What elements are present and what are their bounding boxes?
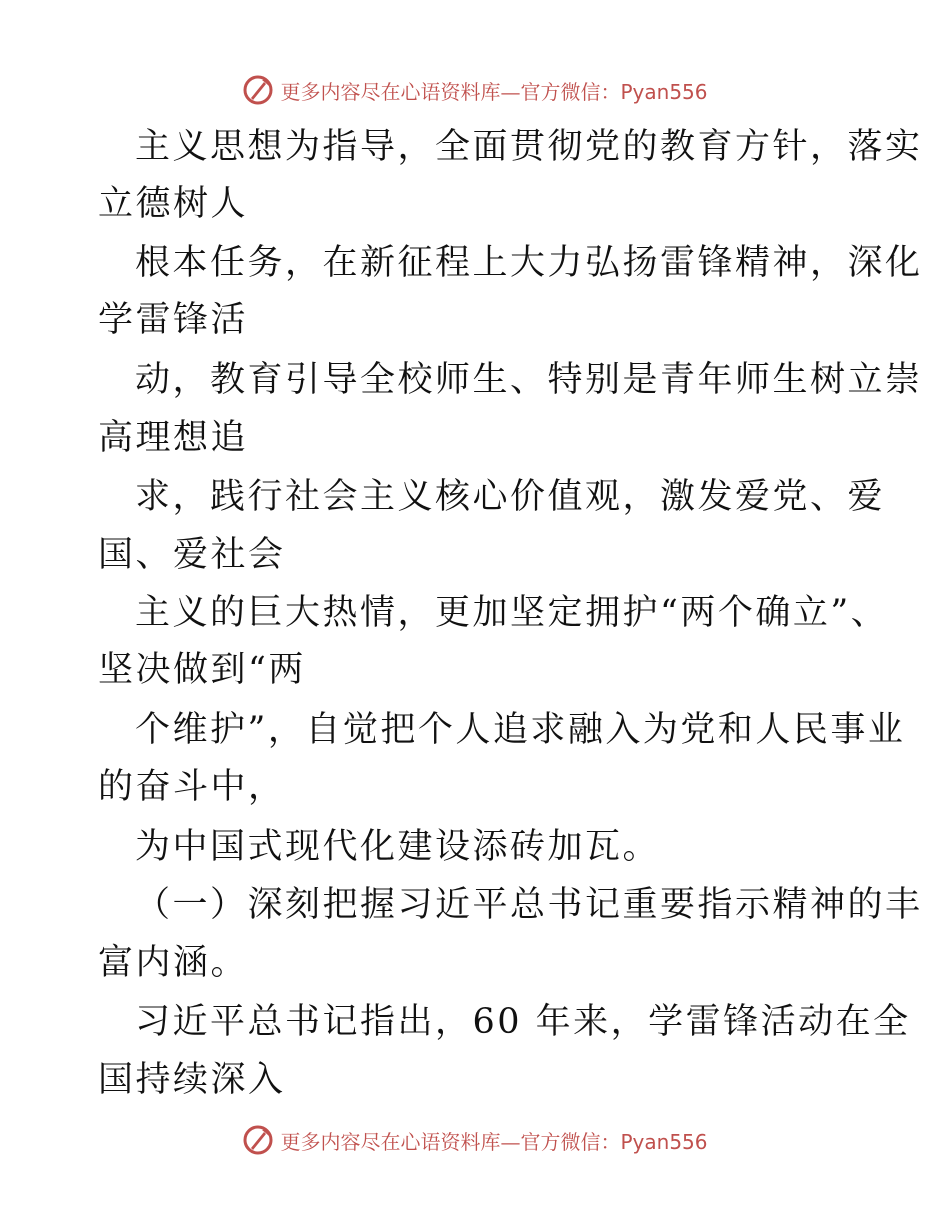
text-line: 动，教育引导全校师生、特别是青年师生树立崇: [135, 360, 923, 400]
text-line: 个维护”，自觉把个人追求融入为党和人民事业: [135, 710, 906, 750]
text-line: 主义的巨大热情，更加坚定拥护“两个确立”、: [135, 593, 889, 633]
footer-banner-text: [280, 1126, 707, 1155]
header-banner-label: 更多内容尽在心语资料库—官方微信：: [280, 79, 621, 104]
quill-circle-logo-icon: [242, 74, 274, 106]
text-line: 主义思想为指导，全面贯彻党的教育方针，落实: [135, 127, 923, 167]
text-line: 坚决做到“两: [98, 650, 306, 690]
header-banner-handle: Pyan556: [620, 79, 708, 104]
footer-banner-label: 更多内容尽在心语资料库—官方微信：: [280, 1129, 621, 1154]
text-line: 立德树人: [98, 184, 249, 224]
quill-circle-logo-icon: [242, 1124, 274, 1156]
footer-banner-handle: Pyan556: [620, 1129, 708, 1154]
text-line: 学雷锋活: [98, 300, 249, 340]
text-line: 高理想追: [98, 418, 249, 458]
text-line: 国持续深入: [98, 1060, 286, 1100]
text-line: 习近平总书记指出，60 年来，学雷锋活动在全: [135, 1002, 911, 1042]
text-line: （一）深刻把握习近平总书记重要指示精神的丰: [135, 885, 923, 925]
text-line: 的奋斗中，: [98, 767, 286, 807]
text-line: 富内涵。: [98, 943, 249, 983]
text-line: 为中国式现代化建设添砖加瓦。: [135, 827, 661, 867]
text-line: 国、爱社会: [98, 535, 286, 575]
footer-banner: [0, 1120, 950, 1160]
text-line: 求，践行社会主义核心价值观，激发爱党、爱: [135, 477, 886, 517]
header-banner-text: [280, 76, 707, 105]
text-line: 根本任务，在新征程上大力弘扬雷锋精神，深化: [135, 243, 923, 283]
header-banner: [0, 70, 950, 110]
